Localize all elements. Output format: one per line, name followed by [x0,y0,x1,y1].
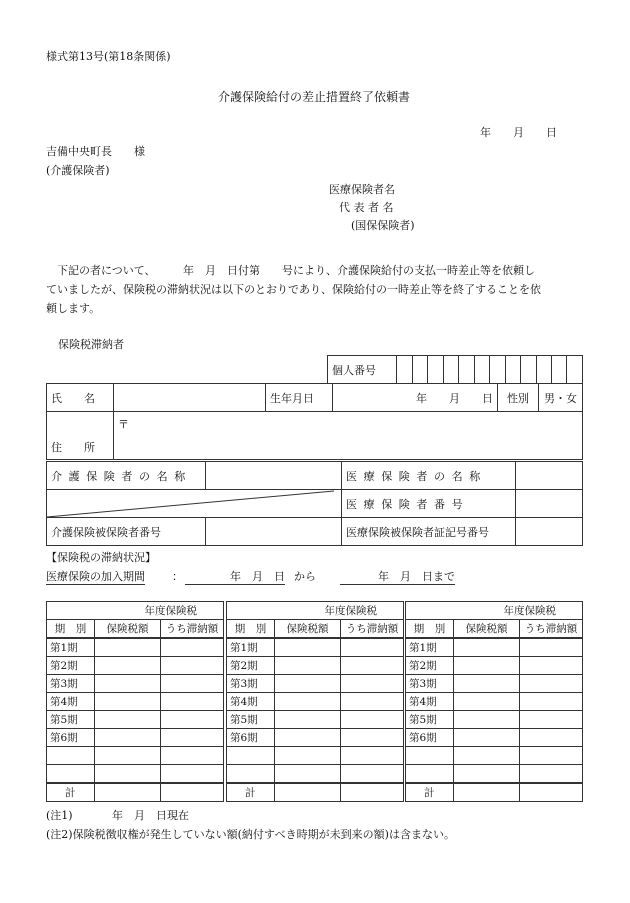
total-arrears-cell[interactable] [520,783,583,802]
arrears-amount-cell[interactable] [520,693,583,711]
total-label: 計 [227,783,275,802]
ltc-insurer-name-label: 介護保険者の名称 [47,462,206,490]
tax-row [47,693,224,711]
medical-insurer-name-label: 医療保険者の名称 [342,462,516,490]
col-arrears-header: うち滞納額 [520,620,583,639]
gender-field[interactable]: 男・女 [539,384,583,412]
period-cell: 第6期 [47,729,95,747]
address-table [46,411,583,460]
col-tax-header: 保険税額 [454,620,520,639]
tax-row [406,747,583,765]
total-arrears-cell[interactable] [341,783,404,802]
period-cell: 第1期 [406,638,454,657]
note2: (注2)保険税徴収権が発生していない額(納付すべき時期が未到来の額)は含まない。 [46,828,455,841]
arrears-amount-cell[interactable] [161,729,224,747]
digit-box[interactable] [412,356,427,384]
arrears-amount-cell[interactable] [161,711,224,729]
birthdate-label: 生年月日 [266,384,333,412]
period-cell: 第3期 [406,675,454,693]
diagonal-cell [47,490,342,518]
digit-box[interactable] [567,356,583,384]
ltc-insured-number-field[interactable] [206,518,342,546]
period-cell: 第1期 [227,638,275,657]
name-field[interactable] [114,384,266,412]
tax-amount-cell[interactable] [454,711,520,729]
tax-row [227,747,404,765]
individual-number-table [327,355,583,384]
tax-row [227,638,404,657]
total-tax-cell[interactable] [95,783,161,802]
arrears-amount-cell[interactable] [341,765,404,784]
note1-label: (注1) [46,809,73,822]
status-heading: 【保険税の滞納状況】 [46,551,156,564]
period-cell [47,765,95,784]
tax-row [406,657,583,675]
tax-amount-cell[interactable] [454,675,520,693]
tax-amount-cell[interactable] [454,638,520,657]
medical-insured-card-field[interactable] [516,518,583,546]
tax-amount-cell[interactable] [95,675,161,693]
tax-row [227,729,404,747]
period-cell [406,765,454,784]
body-line-3: 頼します。 [46,302,101,315]
digit-box[interactable] [397,356,412,384]
digit-box[interactable] [552,356,567,384]
address-label: 住 所 [47,412,114,460]
col-period-header: 期 別 [227,620,275,639]
arrears-amount-cell[interactable] [520,747,583,765]
digit-box[interactable] [459,356,474,384]
tax-row [47,638,224,657]
col-tax-header: 保険税額 [95,620,161,639]
arrears-amount-cell[interactable] [161,638,224,657]
arrears-amount-cell[interactable] [341,638,404,657]
digit-box[interactable] [443,356,458,384]
arrears-amount-cell[interactable] [520,729,583,747]
tax-amount-cell[interactable] [454,693,520,711]
ltc-insurer-name-field[interactable] [206,462,342,490]
tax-row [406,675,583,693]
tax-amount-cell[interactable] [95,693,161,711]
postal-mark: 〒 [118,418,129,431]
total-label: 計 [406,783,454,802]
date-line: 年 月 日 [480,126,557,139]
gender-label: 性別 [498,384,539,412]
period-cell: 第1期 [47,638,95,657]
tax-amount-cell[interactable] [275,747,341,765]
birthdate-field[interactable]: 年 月 日 [333,384,498,412]
arrears-amount-cell[interactable] [520,711,583,729]
total-tax-cell[interactable] [275,783,341,802]
tax-amount-cell[interactable] [454,657,520,675]
individual-number-label: 個人番号 [328,356,397,384]
period-cell: 第4期 [227,693,275,711]
period-cell [227,747,275,765]
arrears-amount-cell[interactable] [341,657,404,675]
name-row-table [46,383,583,412]
tax-row [47,657,224,675]
arrears-amount-cell[interactable] [341,729,404,747]
period-cell [227,765,275,784]
tax-amount-cell[interactable] [275,693,341,711]
tax-row [406,638,583,657]
tax-row [406,711,583,729]
tax-row [47,711,224,729]
tax-amount-cell[interactable] [454,747,520,765]
medical-insurer-number-field[interactable] [516,490,583,518]
period-cell: 第3期 [227,675,275,693]
tax-row [227,693,404,711]
period-cell: 第5期 [227,711,275,729]
tax-row [227,711,404,729]
tax-table [405,601,583,802]
medical-insurer-name-field[interactable] [516,462,583,490]
form-number: 様式第13号(第18条関係) [46,50,171,63]
tax-amount-cell[interactable] [95,729,161,747]
tax-amount-cell[interactable] [95,638,161,657]
arrears-amount-cell[interactable] [341,747,404,765]
arrears-amount-cell[interactable] [341,675,404,693]
col-arrears-header: うち滞納額 [161,620,224,639]
tax-year-heading: 年度保険税 [227,602,404,620]
total-label: 計 [47,783,95,802]
col-tax-header: 保険税額 [275,620,341,639]
total-row [47,783,224,802]
period-cell: 第5期 [47,711,95,729]
addressee-role: (介護保険者) [46,164,110,177]
total-row [406,783,583,802]
tax-row [47,675,224,693]
body-line-2: ていましたが、保険税の滞納状況は以下のとおりであり、保険給付の一時差止等を終了することを依 [46,283,541,296]
sender-insurer-name: 医療保険者名 [329,183,395,196]
tax-amount-cell[interactable] [95,747,161,765]
tax-amount-cell[interactable] [275,638,341,657]
total-row [227,783,404,802]
tax-row [406,765,583,784]
address-field[interactable] [114,412,583,460]
period-cell: 第5期 [406,711,454,729]
medical-insured-card-label: 医療保険被保険者証記号番号 [342,518,516,546]
period-cell [406,747,454,765]
ltc-insured-number-label: 介護保険被保険者番号 [47,518,206,546]
total-tax-cell[interactable] [454,783,520,802]
tax-amount-cell[interactable] [454,765,520,784]
col-arrears-header: うち滞納額 [341,620,404,639]
total-arrears-cell[interactable] [161,783,224,802]
tax-row [227,657,404,675]
sender-role: (国保保険者) [351,219,415,232]
period-cell: 第2期 [406,657,454,675]
arrears-amount-cell[interactable] [520,675,583,693]
arrears-amount-cell[interactable] [520,657,583,675]
digit-box[interactable] [505,356,520,384]
tax-row [406,729,583,747]
tax-row [47,747,224,765]
digit-box[interactable] [536,356,551,384]
arrears-amount-cell[interactable] [520,765,583,784]
arrears-amount-cell[interactable] [161,657,224,675]
tax-year-heading: 年度保険税 [406,602,583,620]
tax-amount-cell[interactable] [95,765,161,784]
tax-amount-cell[interactable] [275,765,341,784]
period-cell: 第2期 [227,657,275,675]
insurer-table [46,461,583,546]
tax-year-heading: 年度保険税 [47,602,224,620]
arrears-amount-cell[interactable] [161,765,224,784]
period-cell: 第6期 [406,729,454,747]
period-cell: 第2期 [47,657,95,675]
col-period-header: 期 別 [406,620,454,639]
enrollment-from-date[interactable]: 年 月 日 [185,568,285,585]
period-cell: 第4期 [406,693,454,711]
medical-insurer-number-label: 医療保険者番号 [342,490,516,518]
arrears-amount-cell[interactable] [161,675,224,693]
tax-amount-cell[interactable] [275,711,341,729]
name-label: 氏 名 [47,384,114,412]
arrears-amount-cell[interactable] [161,747,224,765]
tax-row [227,765,404,784]
body-line-1: 下記の者について、 年 月 日付第 号により、介護保険給付の支払一時差止等を依頼し [46,264,536,277]
section-delinquent-heading: 保険税滞納者 [58,338,124,351]
enrollment-label: 医療保険の加入期間 [46,570,145,583]
tax-amount-cell[interactable] [275,657,341,675]
tax-row [47,765,224,784]
period-cell [47,747,95,765]
note1-text: 年 月 日現在 [112,809,189,822]
tax-table [226,601,404,802]
digit-box[interactable] [474,356,489,384]
arrears-amount-cell[interactable] [341,711,404,729]
arrears-amount-cell[interactable] [341,693,404,711]
digit-box[interactable] [521,356,536,384]
arrears-amount-cell[interactable] [520,638,583,657]
tax-amount-cell[interactable] [95,711,161,729]
tax-amount-cell[interactable] [275,729,341,747]
tax-amount-cell[interactable] [275,675,341,693]
period-cell: 第3期 [47,675,95,693]
addressee: 吉備中央町長 様 [46,145,145,158]
tax-table [46,601,224,802]
tax-amount-cell[interactable] [454,729,520,747]
diagonal-line [47,490,334,518]
enrollment-to-date[interactable]: 年 月 日まで [340,568,455,585]
enrollment-from-word: から [294,570,316,583]
arrears-amount-cell[interactable] [161,693,224,711]
tax-amount-cell[interactable] [95,657,161,675]
digit-box[interactable] [428,356,443,384]
tax-row [47,729,224,747]
tax-row [227,675,404,693]
document-title: 介護保険給付の差止措置終了依頼書 [218,90,411,104]
period-cell: 第6期 [227,729,275,747]
sender-representative: 代 表 者 名 [339,201,394,214]
period-cell: 第4期 [47,693,95,711]
digit-box[interactable] [490,356,505,384]
tax-row [406,693,583,711]
enrollment-colon: ： [172,570,183,583]
col-period-header: 期 別 [47,620,95,639]
